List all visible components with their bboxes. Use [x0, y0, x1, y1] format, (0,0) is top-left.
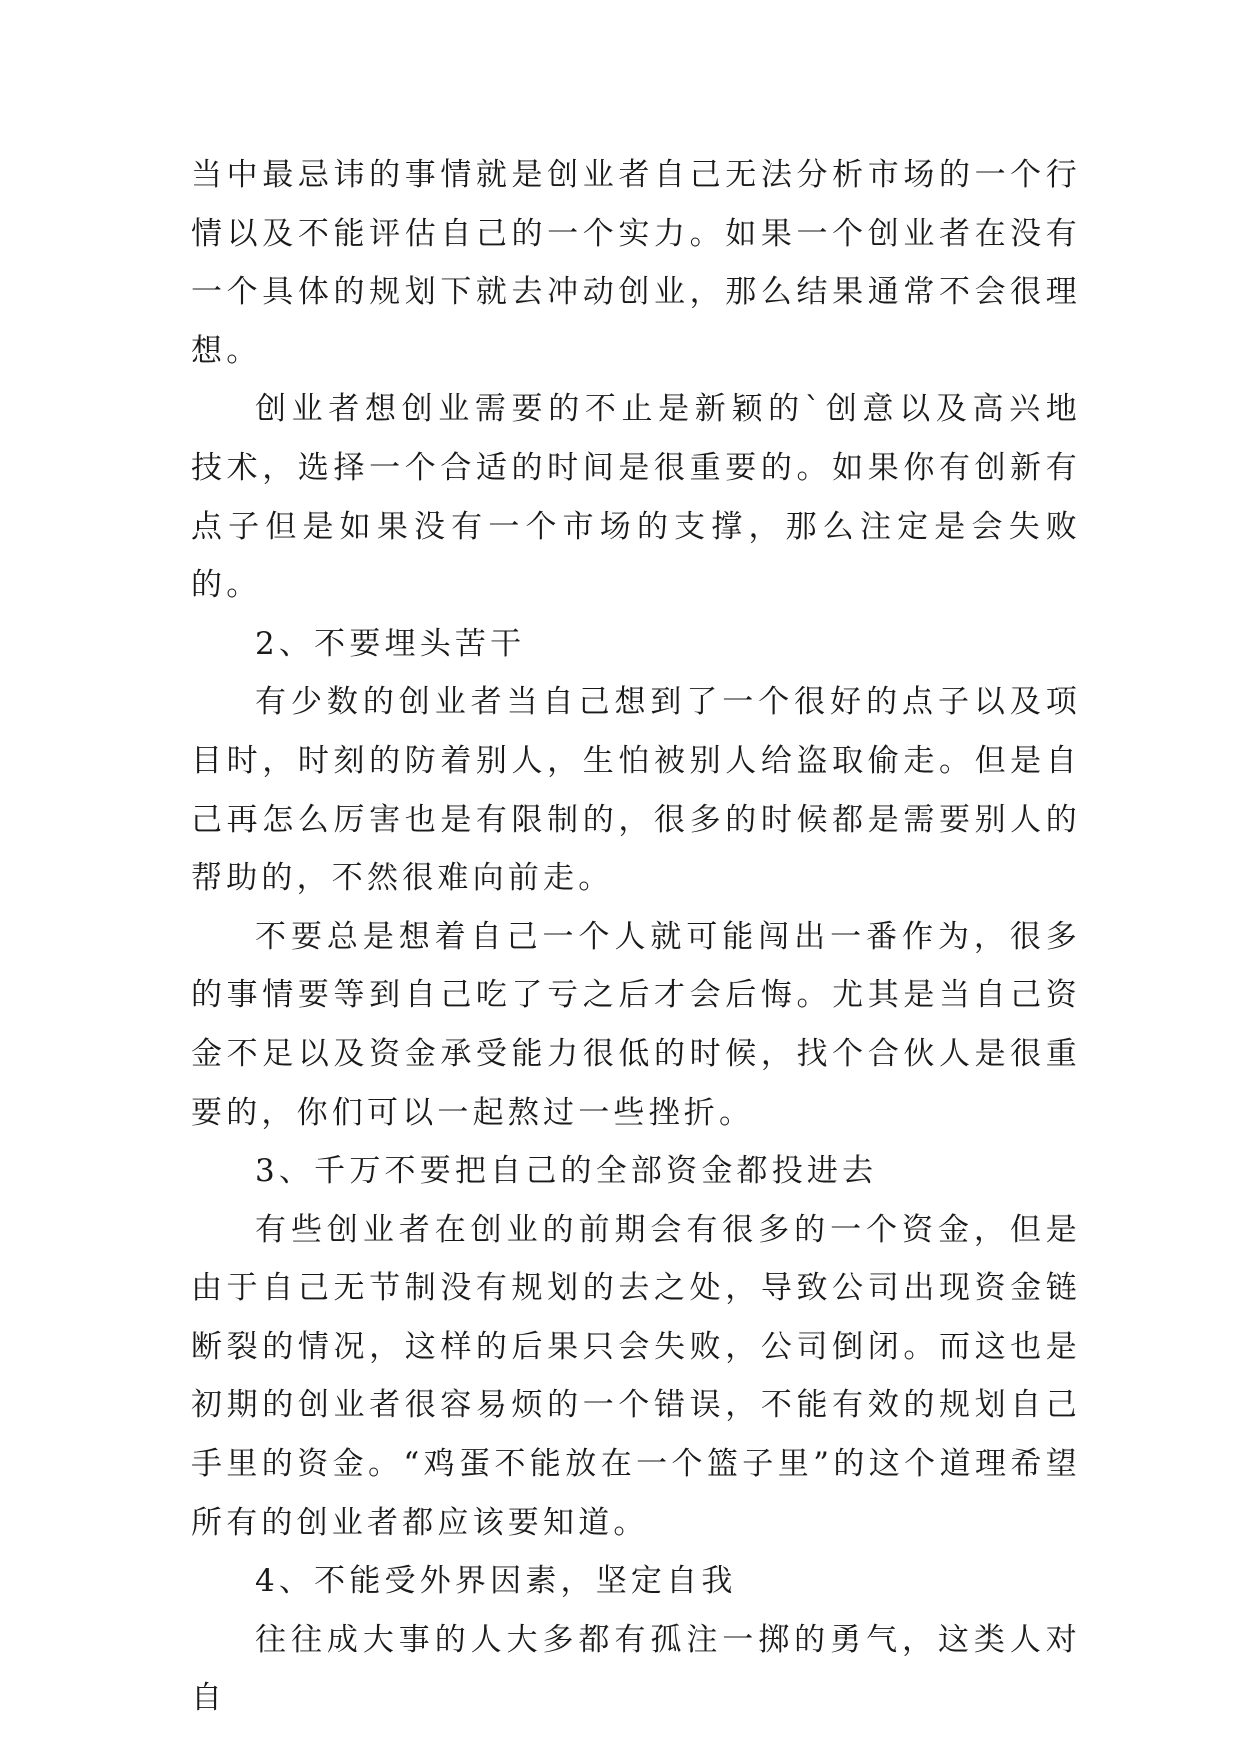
section-heading-4: 4、不能受外界因素，坚定自我 [255, 1563, 737, 1600]
paragraph-timing: 创业者想创业需要的不止是新颖的`创意以及高兴地技术，选择一个合适的时间是很重要的。如果你有创新有点子但是如果没有一个市场的支撑，那么注定是会失败的。 [191, 391, 1081, 604]
paragraph-market-analysis: 当中最忌讳的事情就是创业者自己无法分析市场的一个行情以及不能评估自己的一个实力。如果一个创业者在没有一个具体的规划下就去冲动创业，那么结果通常不会很理想。 [191, 157, 1081, 369]
paragraph-fund-planning: 有些创业者在创业的前期会有很多的一个资金，但是由于自己无节制没有规划的去之处，导致公司出现资金链断裂的情况，这样的后果只会失败，公司倒闭。而这也是初期的创业者很容易烦的一个错误，不能有效的规划自己手里的资金。“鸡蛋不能放在一个篮子里”的这个道理希望所有的创业者都应该要知道。 [191, 1211, 1081, 1541]
paragraph-find-partner: 不要总是想着自己一个人就可能闯出一番作为，很多的事情要等到自己吃了亏之后才会后悔。尤其是当自己资金不足以及资金承受能力很低的时候，找个合伙人是很重要的，你们可以一起熬过一些挫折。 [191, 918, 1081, 1131]
document-body [191, 146, 1081, 1728]
section-heading-2: 2、不要埋头苦干 [255, 625, 526, 662]
paragraph-seek-help: 有少数的创业者当自己想到了一个很好的点子以及项目时，时刻的防着别人，生怕被别人给盗取偷走。但是自己再怎么厉害也是有限制的，很多的时候都是需要别人的帮助的，不然很难向前走。 [191, 684, 1081, 897]
section-heading-3: 3、千万不要把自己的全部资金都投进去 [255, 1153, 878, 1190]
paragraph-courage: 往往成大事的人大多都有孤注一掷的勇气，这类人对自 [191, 1621, 1081, 1717]
